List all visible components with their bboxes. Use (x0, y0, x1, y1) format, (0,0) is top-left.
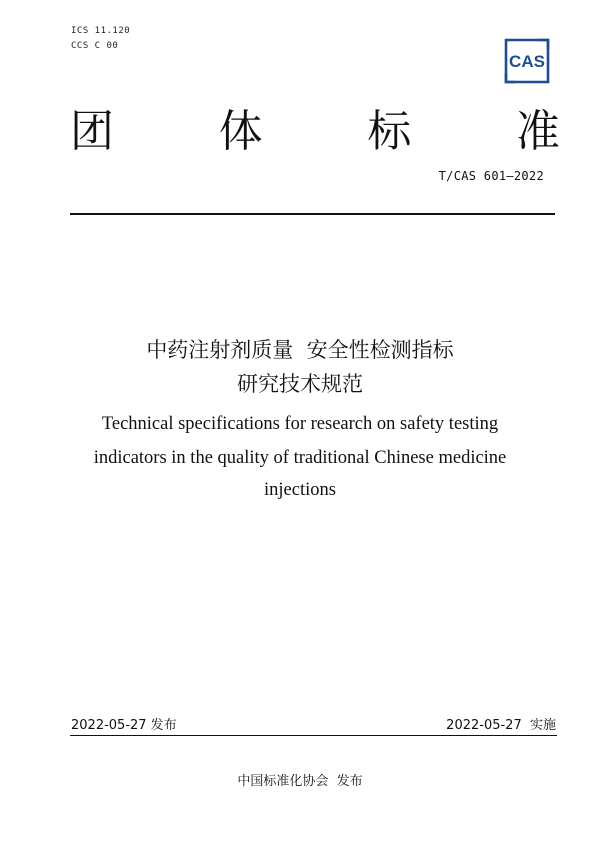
cas-logo-graphic (503, 37, 551, 85)
ics-code: ICS 11.120 (71, 26, 131, 36)
header-divider (70, 213, 555, 215)
title-en-line3: injections (264, 480, 336, 500)
ccs-code: CCS C 00 (71, 41, 119, 51)
publisher: 中国标准化协会 发布 (237, 774, 363, 789)
logo-text: CAS (509, 52, 545, 71)
title-cn-line2: 研究技术规范 (237, 372, 363, 396)
standard-type-title (70, 102, 560, 162)
standard-type-char: 体 (218, 106, 263, 157)
standard-type-char: 标 (367, 106, 412, 157)
cas-logo-icon (503, 37, 551, 85)
standard-type-char: 团 (70, 106, 114, 157)
standard-code: T/CAS 601—2022 (438, 169, 544, 183)
footer-divider (70, 735, 557, 736)
standard-type-char: 准 (515, 106, 560, 157)
issue-date: 2022-05-27 发布 (71, 718, 177, 733)
title-en-line1: Technical specifications for research on safety testing (101, 414, 499, 434)
title-en-line2: indicators in the quality of traditional Chinese medicine (93, 448, 507, 468)
title-cn-line1: 中药注射剂质量 安全性检测指标 (146, 338, 454, 362)
implement-date: 2022-05-27 实施 (446, 718, 556, 733)
